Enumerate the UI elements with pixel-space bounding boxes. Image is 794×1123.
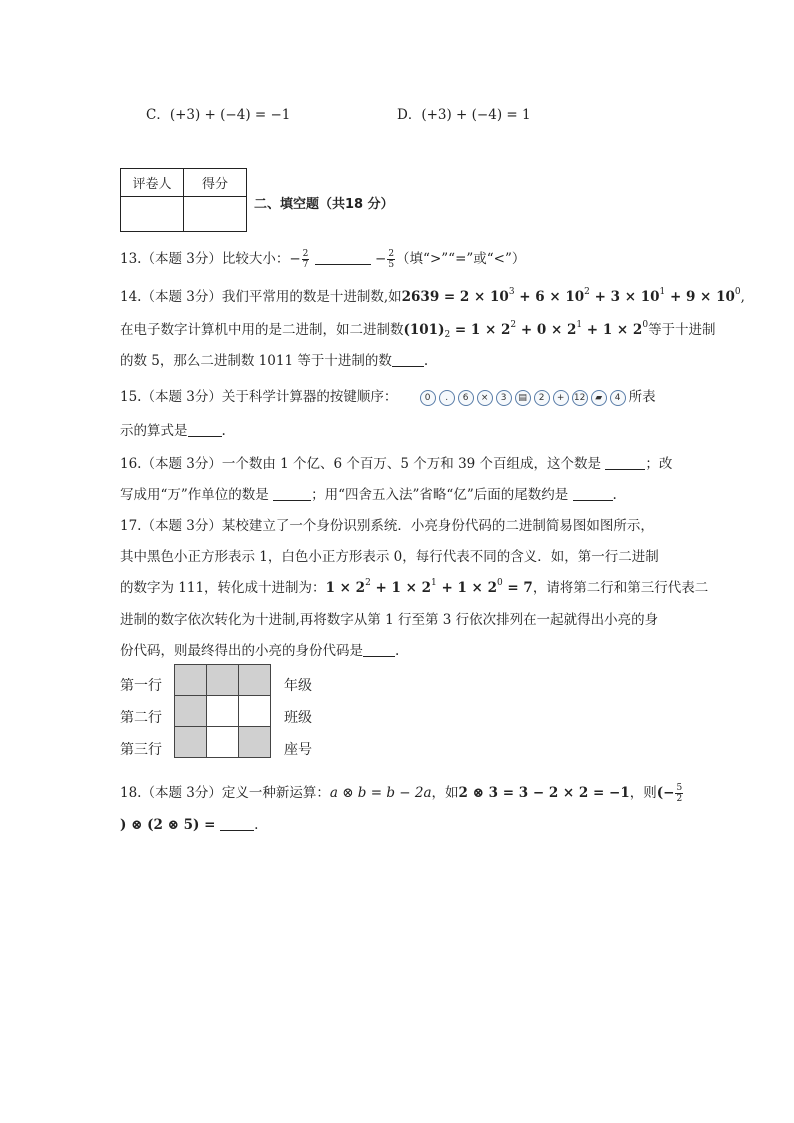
q16-text-1: 16.（本题 3分）一个数由 1 个亿、6 个百万、5 个万和 39 个百组成，这个数是	[120, 456, 606, 472]
q13-answer-blank[interactable]	[315, 252, 371, 265]
q16-answer-blank-1[interactable]	[605, 457, 645, 470]
q15-text-1: 15.（本题 3分）关于科学计算器的按键顺序：	[120, 389, 398, 405]
question-17-line-1: 17.（本题 3分）某校建立了一个身份识别系统．小亮身份代码的二进制简易图如图所示，	[120, 518, 654, 534]
q13-fraction-1: $\frac{2}{7}$	[302, 249, 309, 270]
row-meaning-3: 座号	[284, 742, 312, 758]
q13-mid: −	[370, 251, 387, 267]
question-15-line-2: 示的算式是 .	[120, 423, 226, 439]
question-13	[120, 247, 525, 270]
calculator-key-6: 2	[534, 390, 550, 406]
q13-suffix: （填“>”“=”或“<”）	[396, 251, 526, 267]
question-14-line-2: 在电子数字计算机中用的是二进制，如二进制数$(101)_2 = 1 \times 2^2 + 0 \times 2^1 + 1 \times 2^0$等于十进制	[120, 320, 716, 340]
question-14-line-3: 的数 5，那么二进制数 1011 等于十进制的数 .	[120, 353, 429, 369]
grid-row-3	[175, 727, 271, 758]
grid-cell-3-3	[239, 727, 271, 758]
q18-operation-def: a ⊗ b = b − 2a	[329, 785, 432, 801]
q13-fraction-2: $\frac{2}{5}$	[388, 249, 395, 270]
row-label-2: 第二行	[120, 710, 162, 726]
question-16-line-1: 16.（本题 3分）一个数由 1 个亿、6 个百万、5 个万和 39 个百组成，这个数是 ；改	[120, 456, 673, 472]
grid-cell-3-2	[207, 727, 239, 758]
q16-text-2: 写成用“万”作单位的数是	[120, 487, 274, 503]
q13-prefix: 13.（本题 3分）比较大小：−	[120, 251, 301, 267]
question-15-line-1: 15.（本题 3分）关于科学计算器的按键顺序： 0 . 6 × 3 ▤ 2 + 12 ▰ 4 所表	[120, 389, 656, 405]
grader-cell[interactable]	[121, 197, 184, 232]
question-16-line-2: 写成用“万”作单位的数是 ；用“四舍五入法”省略“亿”后面的尾数约是 .	[120, 487, 617, 503]
q18-fraction: $\frac{5}{2}$	[676, 783, 683, 804]
grid-cell-2-3	[239, 696, 271, 727]
question-17-line-2: 其中黑色小正方形表示 1，白色小正方形表示 0，每行代表不同的含义．如，第一行二进制	[120, 549, 659, 565]
grid-cell-1-3	[239, 665, 271, 696]
q14-math-1: 2639 = 2 × 10	[401, 289, 509, 305]
row-label-3: 第三行	[120, 742, 162, 758]
calculator-key-4: 3	[496, 390, 512, 406]
calculator-key-10: 4	[610, 390, 626, 406]
calculator-key-sequence	[420, 389, 629, 406]
row-meaning-2: 班级	[284, 710, 312, 726]
question-14-line-1: 14.（本题 3分）我们平常用的数是十进制数,如$2639 = 2 \times 10^3 + 6 \times 10^2 + 3 \times 10^1 + 9 \times 10^0$,	[120, 287, 745, 305]
grid-cell-1-2	[207, 665, 239, 696]
calculator-key-9: ▰	[591, 390, 607, 406]
option-c: C．(+3) + (−4) = −1	[146, 107, 291, 123]
q16-answer-blank-2[interactable]	[273, 488, 311, 501]
grid-cell-3-1	[175, 727, 207, 758]
q15-answer-blank[interactable]	[188, 424, 222, 437]
q14-answer-blank[interactable]	[392, 354, 424, 367]
section-title: 二、填空题（共18 分）	[254, 197, 394, 212]
grid-cell-1-1	[175, 665, 207, 696]
q14-text-2: 在电子数字计算机中用的是二进制，如二进制数	[120, 322, 404, 338]
score-cell[interactable]	[184, 197, 247, 232]
row-label-1: 第一行	[120, 678, 162, 694]
question-17-line-5: 份代码，则最终得出的小亮的身份代码是 .	[120, 643, 400, 659]
grid-cell-2-2	[207, 696, 239, 727]
calculator-key-7: +	[553, 390, 569, 406]
q16-answer-blank-3[interactable]	[573, 488, 613, 501]
calculator-key-1: .	[439, 390, 455, 406]
binary-id-grid	[174, 664, 271, 758]
question-18-line-2: ) ⊗ (2 ⊗ 5) = .	[120, 817, 259, 833]
calculator-key-3: ×	[477, 390, 493, 406]
grid-cell-2-1	[175, 696, 207, 727]
score-header: 得分	[184, 169, 247, 197]
q14-text-3: 的数 5，那么二进制数 1011 等于十进制的数	[120, 353, 392, 369]
calculator-key-2: 6	[458, 390, 474, 406]
q17-answer-blank[interactable]	[363, 644, 395, 657]
question-17-line-4: 进制的数字依次转化为十进制,再将数字从第 1 行至第 3 行依次排列在一起就得出小亮的身	[120, 612, 659, 628]
row-meaning-1: 年级	[284, 678, 312, 694]
q14-text-1: 14.（本题 3分）我们平常用的数是十进制数,如	[120, 289, 402, 305]
grid-row-1	[175, 665, 271, 696]
score-table	[120, 168, 247, 232]
calculator-key-0: 0	[420, 390, 436, 406]
calculator-key-5: ▤	[515, 390, 531, 406]
grid-row-2	[175, 696, 271, 727]
grader-header: 评卷人	[121, 169, 184, 197]
q18-answer-blank[interactable]	[220, 818, 254, 831]
question-18-line-1: 18.（本题 3分）定义一种新运算：a ⊗ b = b − 2a，如2 ⊗ 3 = 3 − 2 × 2 = −1，则(− $\frac{5}{2}$	[120, 783, 683, 804]
calculator-key-8: 12	[572, 390, 588, 406]
option-d: D．(+3) + (−4) = 1	[397, 107, 531, 123]
question-17-line-3: 的数字为 111，转化成十进制为：$1 \times 2^2 + 1 \times 2^1 + 1 \times 2^0 = 7$，请将第二行和第三行代表二	[120, 578, 709, 596]
q15-text-2: 示的算式是	[120, 423, 188, 439]
